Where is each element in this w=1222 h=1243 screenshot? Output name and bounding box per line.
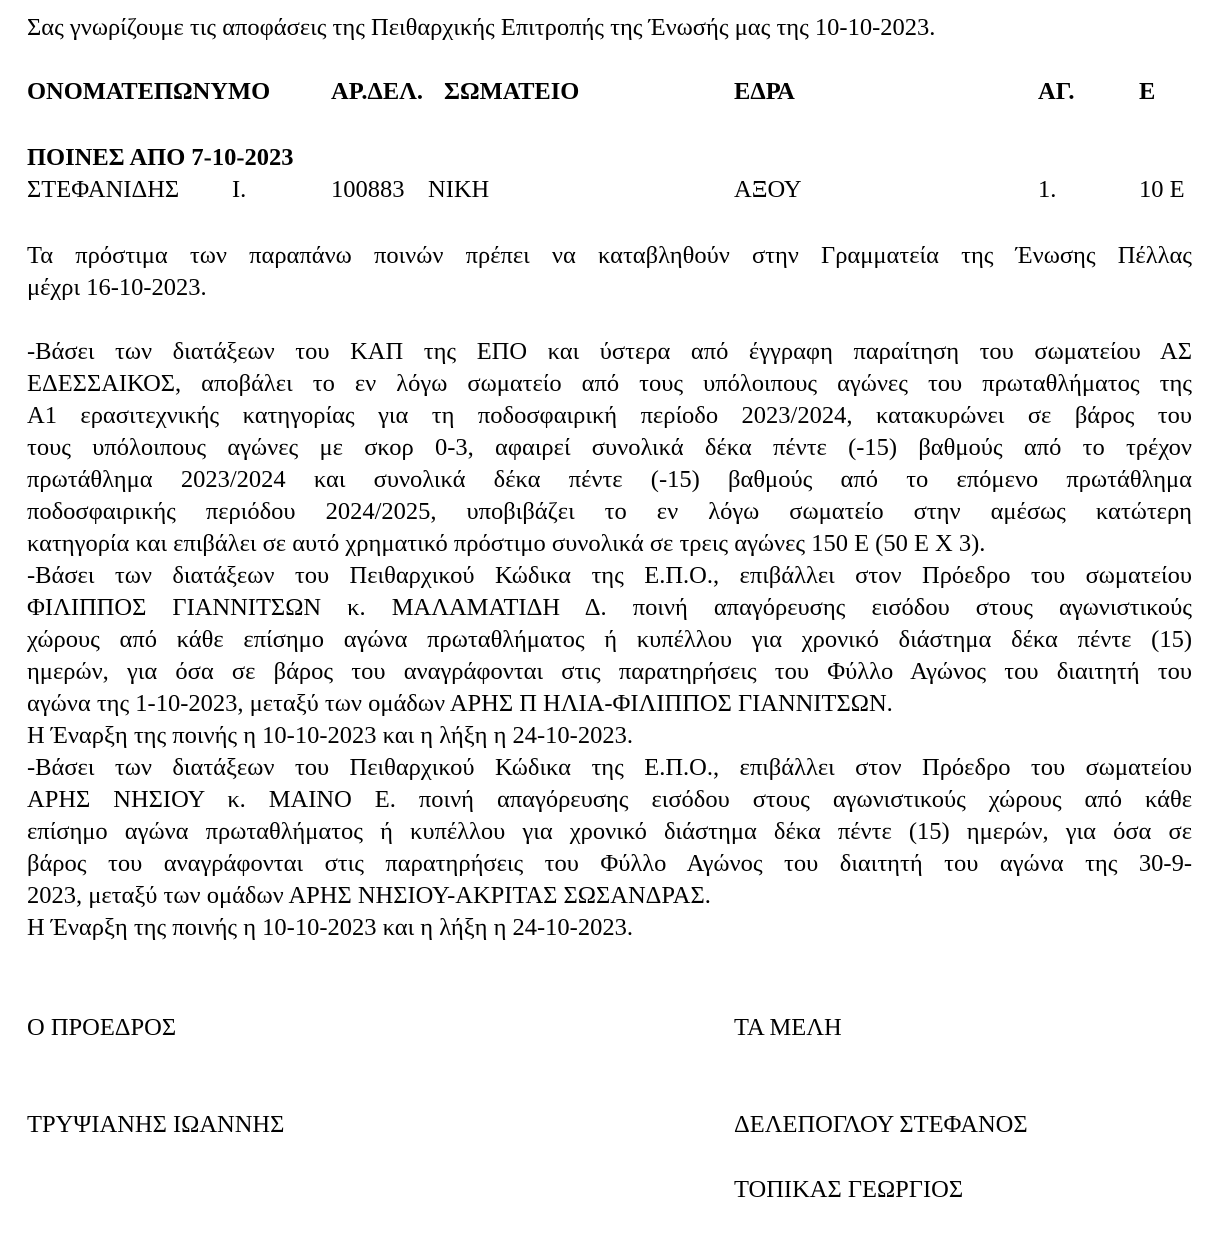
decision-1-line: ΕΔΕΣΣΑΙΚΟΣ, αποβάλει το εν λόγω σωματείο από τους υπόλοιπους αγώνες του πρωταθλήματος της [27,370,1192,397]
decision-3-line: 2023, μεταξύ των ομάδων ΑΡΗΣ ΝΗΣΙΟΥ-ΑΚΡΙΤΑΣ ΣΩΣΑΝΔΡΑΣ. [27,882,711,909]
decision-2-line: αγώνα της 1-10-2023, μεταξύ των ομάδων ΑΡΗΣ Π ΗΛΙΑ-ΦΙΛΙΠΠΟΣ ΓΙΑΝΝΙΤΣΩΝ. [27,690,893,717]
member-name: ΔΕΛΕΠΟΓΛΟΥ ΣΤΕΦΑΝΟΣ [734,1111,1028,1138]
decision-1-line: -Βάσει των διατάξεων του ΚΑΠ της ΕΠΟ και ύστερα από έγγραφη παραίτηση του σωματείου ΑΣ [27,338,1192,365]
header-name: ΟΝΟΜΑΤΕΠΩΝΥΜΟ [27,78,271,105]
fines-note [27,240,1192,304]
decision-2-line: ημερών, για όσα σε βάρος του αναγράφονται στις παρατηρήσεις του Φύλλο Αγώνος του διαιτητή του [27,658,1192,685]
decision-3-line: -Βάσει των διατάξεων του Πειθαρχικού Κώδικα της Ε.Π.Ο., επιβάλλει στον Πρόεδρο του σωματείου [27,754,1192,781]
decision-2-period: Η Έναρξη της ποινής η 10-10-2023 και η λήξη η 24-10-2023. [27,722,633,749]
header-seat: ΕΔΡΑ [734,78,795,105]
decision-2-line: χώρους από κάθε επίσημο αγώνα πρωταθλήματος ή κυπέλλου για χρονικό διάστημα δέκα πέντε (15) [27,626,1192,653]
row-seat: ΑΞΟΥ [734,176,802,203]
decision-3-line: βάρος του αναγράφονται στις παρατηρήσεις του Φύλλο Αγώνος του διαιτητή του αγώνα της 30-9- [27,850,1192,877]
fines-note-line: μέχρι 16-10-2023. [27,274,207,301]
row-initial: Ι. [232,176,247,203]
intro-text: Σας γνωρίζουμε τις αποφάσεις της Πειθαρχικής Επιτροπής της Ένωσής μας της 10-10-2023. [27,14,936,41]
decision-2 [27,560,1192,752]
header-matches: ΑΓ. [1038,78,1075,105]
header-card: ΑΡ.ΔΕΛ. [331,78,423,105]
president-title: Ο ΠΡΟΕΔΡΟΣ [27,1014,177,1041]
decision-1-line: ποδοσφαιρικής περιόδου 2024/2025, υποβιβάζει το εν λόγω σωματείο στην αμέσως κατώτερη [27,498,1192,525]
member-name: ΤΟΠΙΚΑΣ ΓΕΩΡΓΙΟΣ [734,1176,964,1203]
row-matches: 1. [1038,176,1057,203]
section-title: ΠΟΙΝΕΣ ΑΠΟ 7-10-2023 [27,144,294,171]
decision-3-line: επίσημο αγώνα πρωταθλήματος ή κυπέλλου για χρονικό διάστημα δέκα πέντε (15) ημερών, για όσα σε [27,818,1192,845]
row-fine: 10 Ε [1139,176,1185,203]
row-club: ΝΙΚΗ [428,176,490,203]
decision-3 [27,752,1192,944]
decision-1-line: τους υπόλοιπους αγώνες με σκορ 0-3, αφαιρεί συνολικά δέκα πέντε (-15) βαθμούς από το τρέχον [27,434,1192,461]
decision-3-line: ΑΡΗΣ ΝΗΣΙΟΥ κ. ΜΑΙΝΟ Ε. ποινή απαγόρευσης εισόδου στους αγωνιστικούς χώρους από κάθε [27,786,1192,813]
decision-1-line: πρωτάθλημα 2023/2024 και συνολικά δέκα πέντε (-15) βαθμούς από το επόμενο πρωτάθλημα [27,466,1192,493]
header-club: ΣΩΜΑΤΕΙΟ [444,78,580,105]
decision-1-line: κατηγορία και επιβάλει σε αυτό χρηματικό πρόστιμο συνολικά σε τρεις αγώνες 150 Ε (50 Ε Χ 3). [27,530,986,557]
row-surname: ΣΤΕΦΑΝΙΔΗΣ [27,176,180,203]
decision-2-line: -Βάσει των διατάξεων του Πειθαρχικού Κώδικα της Ε.Π.Ο., επιβάλλει στον Πρόεδρο του σωματείου [27,562,1192,589]
president-name: ΤΡΥΨΙΑΝΗΣ ΙΩΑΝΝΗΣ [27,1111,285,1138]
fines-note-line: Τα πρόστιμα των παραπάνω ποινών πρέπει να καταβληθούν στην Γραμματεία της Ένωσης Πέλλας [27,242,1192,269]
header-fine: Ε [1139,78,1156,105]
decision-2-line: ΦΙΛΙΠΠΟΣ ΓΙΑΝΝΙΤΣΩΝ κ. ΜΑΛΑΜΑΤΙΔΗ Δ. ποινή απαγόρευσης εισόδου στους αγωνιστικούς [27,594,1192,621]
decision-3-period: Η Έναρξη της ποινής η 10-10-2023 και η λήξη η 24-10-2023. [27,914,633,941]
decision-1-line: Α1 ερασιτεχνικής κατηγορίας για τη ποδοσφαιρική περίοδο 2023/2024, κατακυρώνει σε βάρος του [27,402,1192,429]
decision-1 [27,336,1192,560]
row-card: 100883 [331,176,405,203]
members-title: ΤΑ ΜΕΛΗ [734,1014,842,1041]
